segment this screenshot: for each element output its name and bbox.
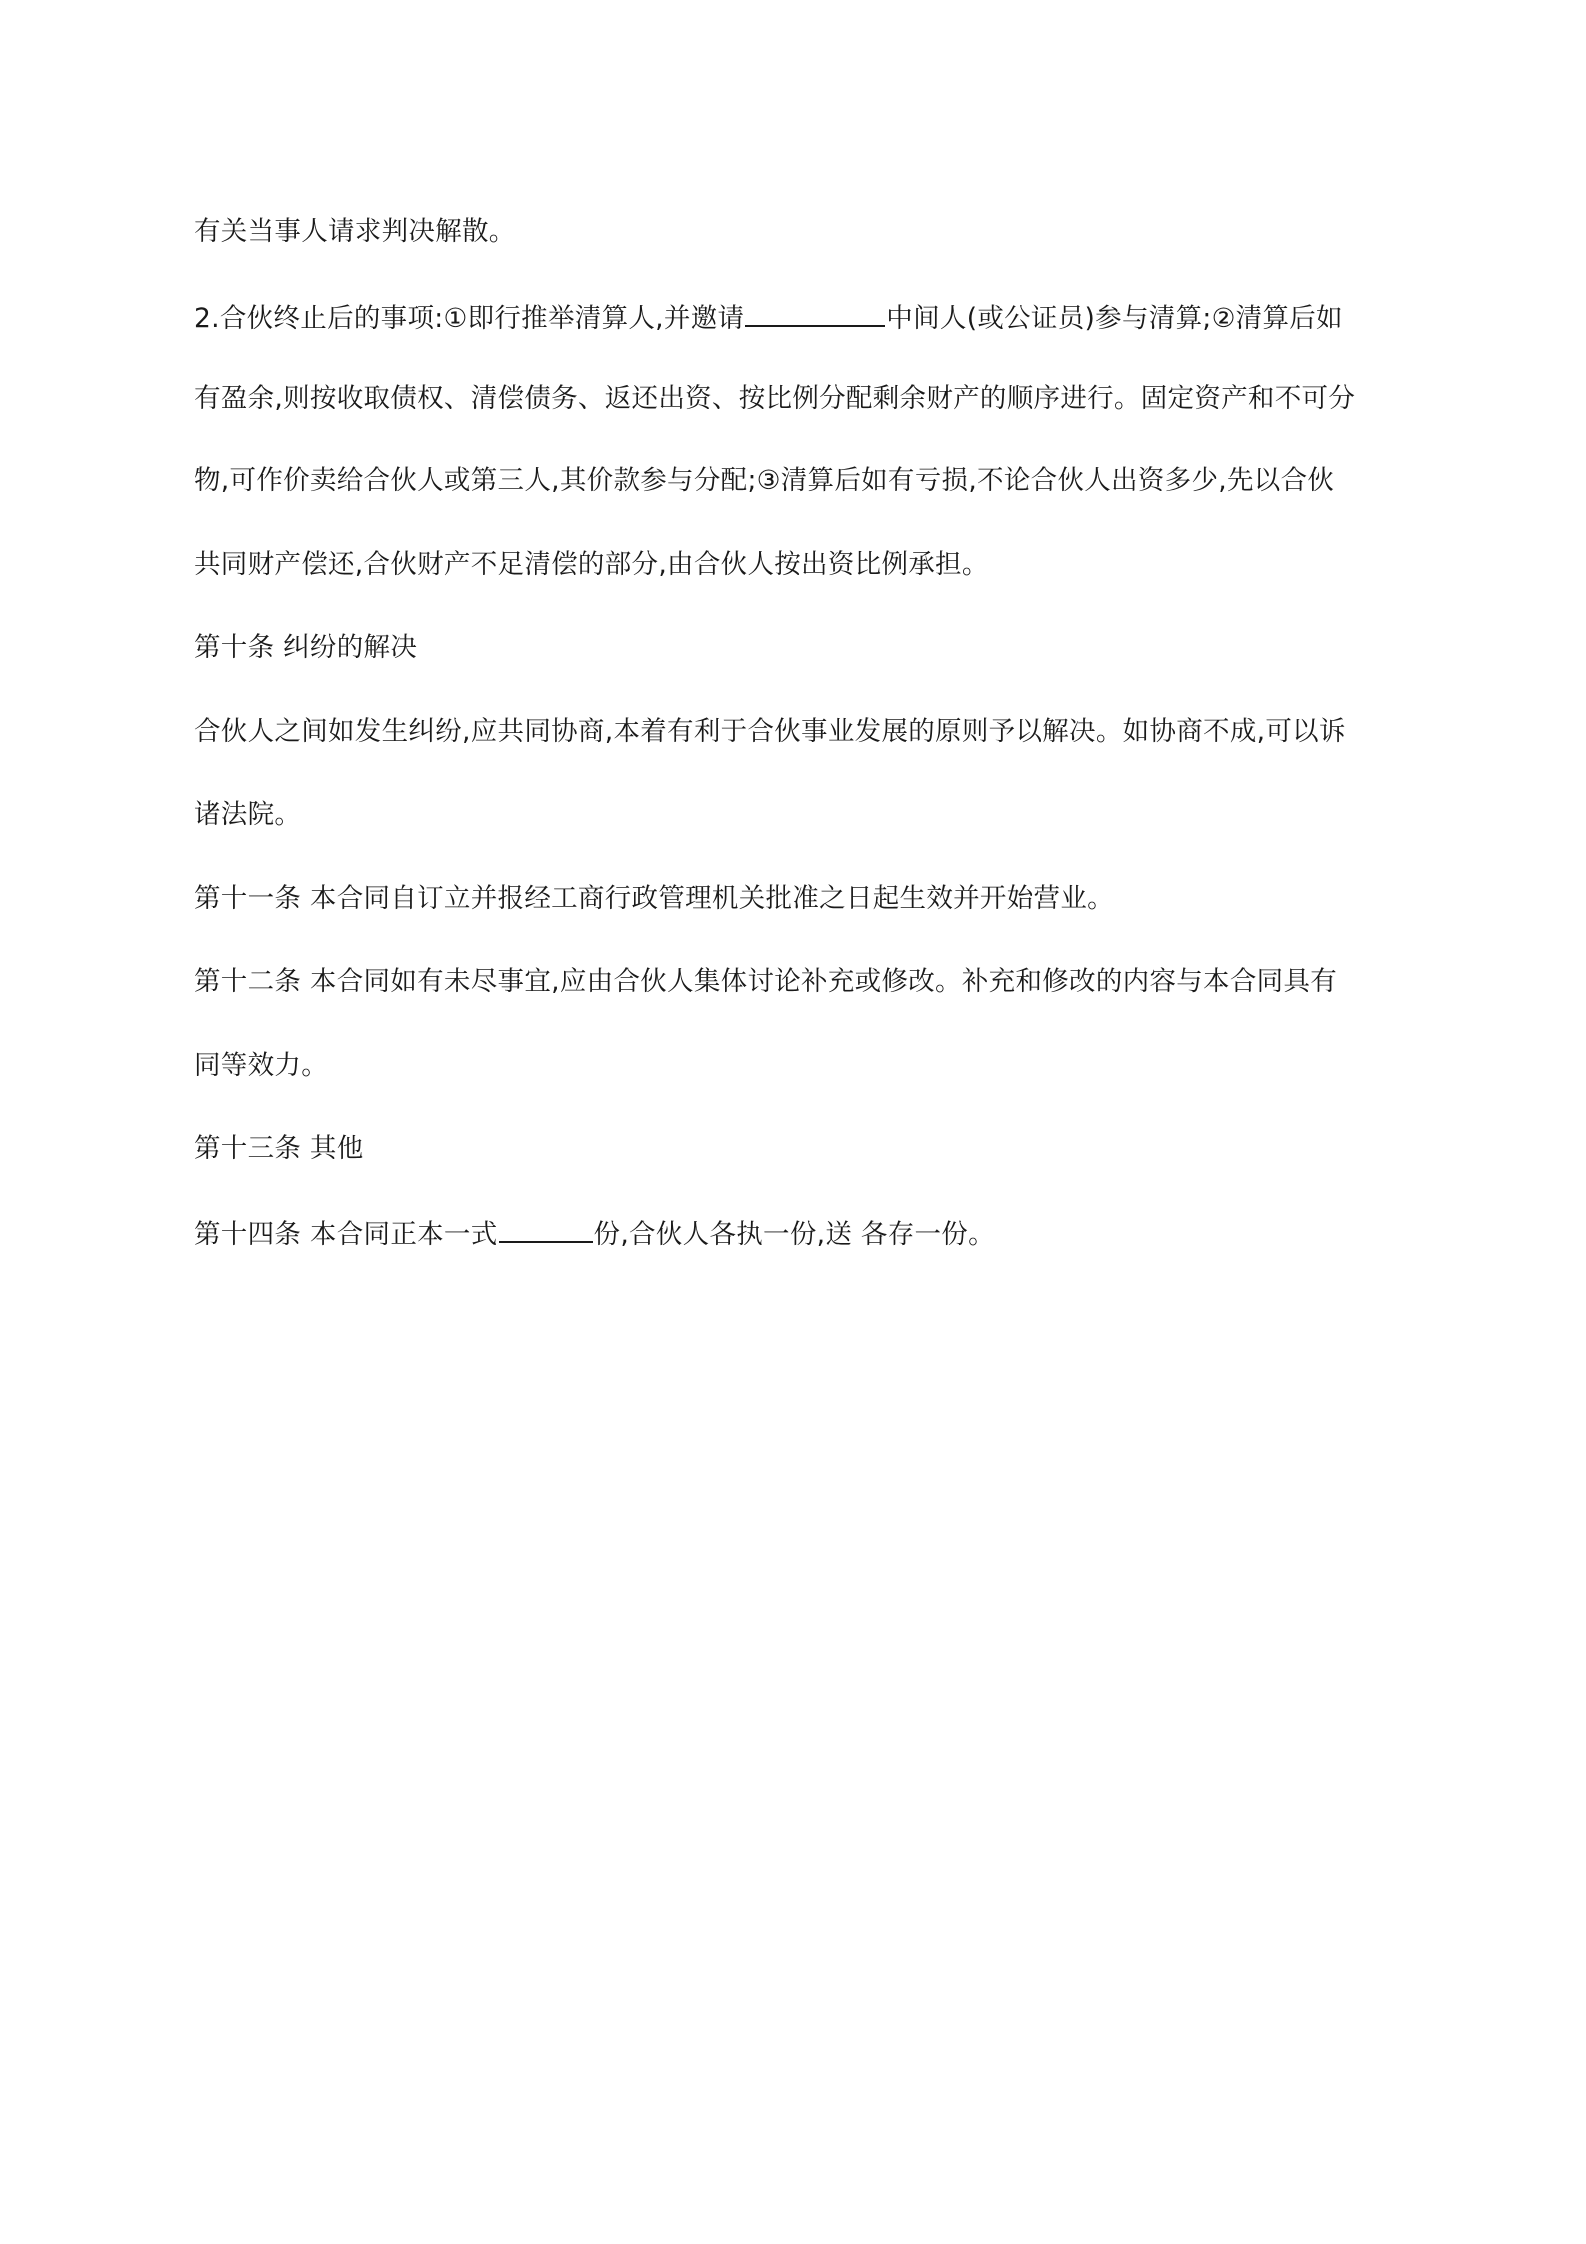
section-heading — [194, 879, 1114, 919]
line-text: 合伙人之间如发生纠纷,应共同协商,本着有利于合伙事业发展的原则予以解决。如协商不成,可以诉 — [194, 716, 1346, 747]
paragraph-line — [194, 379, 1355, 419]
paragraph-line — [194, 795, 301, 835]
line-text: 诸法院。 — [194, 799, 302, 830]
section-heading — [194, 628, 417, 668]
paragraph-line — [194, 461, 1334, 501]
line-text: 物,可作价卖给合伙人或第三人,其价款参与分配;③清算后如有亏损,不论合伙人出资多少,先以合伙 — [194, 465, 1335, 496]
line-text: 第十四条 本合同正本一式 — [194, 1219, 498, 1250]
line-text: 有盈余,则按收取债权、清偿债务、返还出资、按比例分配剩余财产的顺序进行。固定资产和不可分 — [194, 383, 1356, 414]
line-text: 第十三条 其他 — [194, 1133, 364, 1164]
line-text: 2.合伙终止后的事项:①即行推举清算人,并邀请 — [194, 303, 745, 334]
section-heading — [194, 962, 1337, 1002]
section-heading — [194, 1129, 364, 1169]
line-text: 第十条 纠纷的解决 — [194, 632, 418, 663]
line-text: 第十二条 本合同如有未尽事宜,应由合伙人集体讨论补充或修改。补充和修改的内容与本合同具有 — [194, 966, 1338, 997]
paragraph-line — [194, 1046, 328, 1086]
paragraph-line — [194, 712, 1346, 752]
line-text: 份,合伙人各执一份,送 各存一份。 — [593, 1219, 995, 1250]
section-heading — [194, 1213, 995, 1255]
line-text: 共同财产偿还,合伙财产不足清偿的部分,由合伙人按出资比例承担。 — [194, 549, 989, 580]
line-text: 有关当事人请求判决解散。 — [194, 216, 516, 247]
paragraph-line — [194, 545, 989, 585]
paragraph-line — [194, 212, 516, 252]
line-text: 同等效力。 — [194, 1050, 328, 1081]
fill-in-blank — [499, 1213, 593, 1243]
fill-in-blank — [745, 297, 885, 327]
line-text: 第十一条 本合同自订立并报经工商行政管理机关批准之日起生效并开始营业。 — [194, 883, 1114, 914]
line-text: 中间人(或公证员)参与清算;②清算后如 — [886, 303, 1343, 334]
paragraph-line — [194, 297, 1343, 339]
